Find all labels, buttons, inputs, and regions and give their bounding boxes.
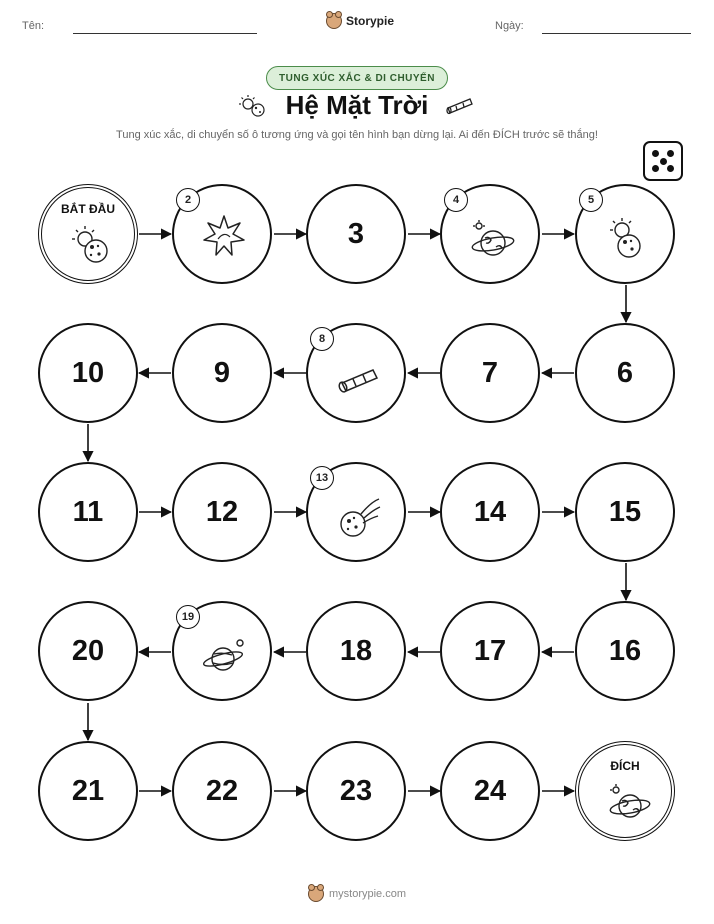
saturn-icon xyxy=(199,633,249,683)
brand-name: Storypie xyxy=(346,14,395,28)
space-number: 14 xyxy=(473,495,507,528)
comet-icon xyxy=(333,494,383,544)
space-number: 11 xyxy=(72,495,104,528)
space-number: 18 xyxy=(339,634,373,667)
space-number: 7 xyxy=(481,356,499,389)
board-space[interactable] xyxy=(575,184,675,284)
board-space[interactable] xyxy=(306,323,406,423)
board-space[interactable] xyxy=(440,741,540,841)
space-number-badge: 4 xyxy=(444,188,468,212)
board-space[interactable] xyxy=(440,462,540,562)
space-number: 21 xyxy=(71,774,105,807)
space-number: 17 xyxy=(473,634,507,667)
start-label: BẮT ĐẦU xyxy=(61,202,115,216)
footer-url[interactable]: mystorypie.com xyxy=(329,888,407,900)
space-number: 16 xyxy=(608,634,642,667)
space-number: 15 xyxy=(608,495,642,528)
board-space[interactable] xyxy=(38,741,138,841)
board-space[interactable] xyxy=(172,184,272,284)
space-number-badge: 2 xyxy=(176,188,200,212)
space-number-badge: 19 xyxy=(176,605,200,629)
space-number: 20 xyxy=(71,634,105,667)
space-number: 23 xyxy=(339,774,373,807)
instructions: Tung xúc xắc, di chuyển số ô tương ứng và gọi tên hình bạn dừng lại. Ai đến ĐÍCH trước sẽ thắng! xyxy=(116,129,598,141)
board-space[interactable] xyxy=(440,601,540,701)
board-space[interactable] xyxy=(38,323,138,423)
telescope-icon xyxy=(333,355,383,405)
board-space[interactable] xyxy=(172,601,272,701)
sun-moon-icon xyxy=(602,216,652,266)
footer xyxy=(308,886,406,902)
space-number: 10 xyxy=(71,356,105,389)
page-title: Hệ Mặt Trời xyxy=(285,90,429,120)
space-number-badge: 13 xyxy=(310,466,334,490)
space-number: 12 xyxy=(205,495,239,528)
space-number: 9 xyxy=(213,356,231,389)
planet-earth-icon xyxy=(467,216,517,266)
space-number: 24 xyxy=(473,774,507,807)
board-space[interactable] xyxy=(172,741,272,841)
space-number: 3 xyxy=(347,217,365,250)
board-space[interactable] xyxy=(440,323,540,423)
star-icon xyxy=(199,211,249,261)
space-number: 6 xyxy=(616,356,634,389)
space-number-badge: 5 xyxy=(579,188,603,212)
space-number-badge: 8 xyxy=(310,327,334,351)
date-label: Ngày: xyxy=(495,20,524,32)
activity-tag: TUNG XÚC XẮC & DI CHUYỂN xyxy=(266,66,448,90)
board-space[interactable] xyxy=(172,462,272,562)
bear-icon xyxy=(308,886,324,902)
board-space[interactable] xyxy=(172,323,272,423)
name-label: Tên: xyxy=(22,20,45,32)
planet-earth-icon xyxy=(604,779,654,829)
finish-label: ĐÍCH xyxy=(610,759,640,773)
board-space[interactable] xyxy=(440,184,540,284)
board-space[interactable] xyxy=(306,184,406,284)
board-space[interactable] xyxy=(306,741,406,841)
board-space[interactable] xyxy=(575,323,675,423)
space-number: 22 xyxy=(205,774,239,807)
board-space[interactable] xyxy=(306,601,406,701)
board-space[interactable] xyxy=(575,601,675,701)
finish-space[interactable] xyxy=(575,741,675,841)
start-space[interactable] xyxy=(38,184,138,284)
board-space[interactable] xyxy=(38,601,138,701)
board-space[interactable] xyxy=(38,462,138,562)
board-space[interactable] xyxy=(306,462,406,562)
board-space[interactable] xyxy=(575,462,675,562)
sun-moon-icon xyxy=(67,222,117,272)
